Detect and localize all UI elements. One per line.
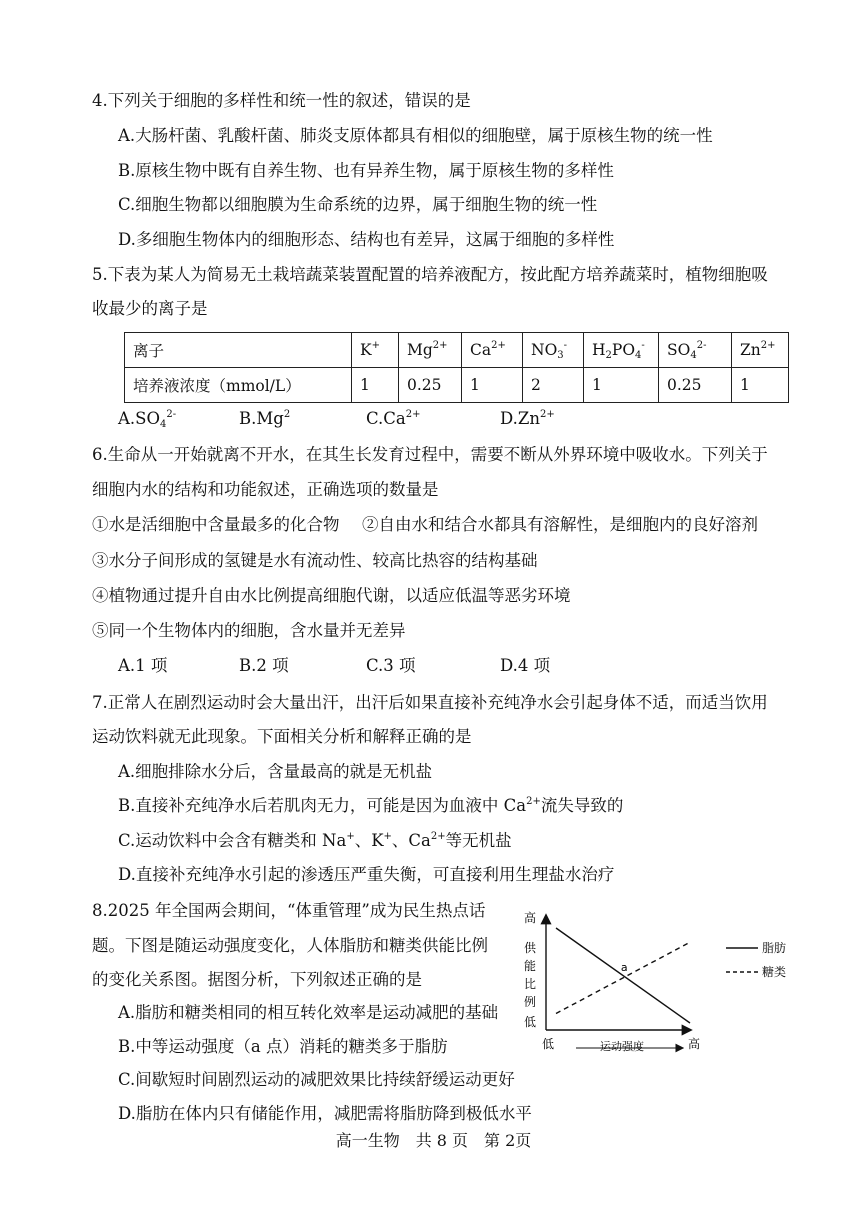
q5-stem-line1: 5.下表为某人为简易无土栽培蔬菜装置配置的培养液配方，按此配方培养蔬菜时，植物细胞吸 xyxy=(92,265,768,284)
ion-row xyxy=(125,333,789,368)
concentration-cell: 0.25 xyxy=(659,368,732,403)
q6-statement-1: ①水是活细胞中含量最多的化合物 xyxy=(92,515,340,534)
q7-option-c: C.运动饮料中会含有糖类和 Na+、K+、$Ca^{2+}$等无机盐 xyxy=(118,831,512,850)
q8-option-b: B.中等运动强度（a 点）消耗的糖类多于脂肪 xyxy=(118,1037,448,1056)
q4-stem: 4.下列关于细胞的多样性和统一性的叙述，错误的是 xyxy=(92,91,471,110)
q8-option-d: D.脂肪在体内只有储能作用，减肥需将脂肪降到极低水平 xyxy=(118,1104,532,1123)
q6-option-b: B.2 项 xyxy=(239,656,289,675)
ion-k: K+ xyxy=(352,333,399,368)
q8-stem-line3: 的变化关系图。据图分析，下列叙述正确的是 xyxy=(92,970,422,989)
x-axis-label: 运动强度 xyxy=(600,1040,644,1053)
q5-option-a: $A.SO_4^{2-}$ xyxy=(118,409,177,430)
concentration-cell: 0.25 xyxy=(399,368,462,403)
y-axis-label-char: 例 xyxy=(524,995,537,1009)
x-axis-low-label: 低 xyxy=(542,1037,555,1051)
concentration-cell: 1 xyxy=(584,368,659,403)
ion-ca: $Ca^{2+}$ xyxy=(462,333,523,368)
q7-option-a: A.细胞排除水分后，含量最高的就是无机盐 xyxy=(118,762,433,781)
q4-option-a: A.大肠杆菌、乳酸杆菌、肺炎支原体都具有相似的细胞壁，属于原核生物的统一性 xyxy=(118,126,713,145)
legend-label-fat: 脂肪 xyxy=(762,941,787,955)
series-line-fat xyxy=(556,928,690,1023)
y-axis-label-char: 比 xyxy=(524,977,537,991)
q6-option-a: A.1 项 xyxy=(118,656,168,675)
q5-option-c: $C.Ca^{2+}$ xyxy=(366,409,421,428)
q5-option-d: $D.Zn^{2+}$ xyxy=(500,409,555,428)
intersection-point-label: a xyxy=(620,960,628,974)
q6-option-d: D.4 项 xyxy=(500,656,551,675)
concentration-row xyxy=(125,368,789,403)
q6-option-c: C.3 项 xyxy=(366,656,416,675)
q6-statement-3: ③水分子间形成的氢键是水有流动性、较高比热容的结构基础 xyxy=(92,551,538,570)
ion-h2po4: $H_2PO_4^-$ xyxy=(584,333,659,368)
q8-option-c: C.间歇短时间剧烈运动的减肥效果比持续舒缓运动更好 xyxy=(118,1070,515,1089)
y-axis-high-label: 高 xyxy=(524,911,537,925)
q4-option-b: B.原核生物中既有自养生物、也有异养生物，属于原核生物的多样性 xyxy=(118,161,614,180)
concentration-cell: 2 xyxy=(523,368,584,403)
concentration-cell: 1 xyxy=(352,368,399,403)
q6-stem-line2: 细胞内水的结构和功能叙述，正确选项的数量是 xyxy=(92,480,439,499)
ion-so4: $SO_4^{2-}$ xyxy=(659,333,732,368)
q7-option-b: B.直接补充纯净水后若肌肉无力，可能是因为血液中 $Ca^{2+}$流失导致的 xyxy=(118,796,624,815)
q7-stem-line1: 7.正常人在剧烈运动时会大量出汗，出汗后如果直接补充纯净水会引起身体不适，而适当饮用 xyxy=(92,693,768,712)
q5-option-b: B.Mg$^2$ xyxy=(239,409,291,428)
page-footer: 高一生物 共 8 页 第 2页 xyxy=(335,1131,532,1150)
q6-stem-line1: 6.生命从一开始就离不开水，在其生长发育过程中，需要不断从外界环境中吸收水。下列关于 xyxy=(92,445,768,464)
concentration-row-label: 培养液浓度（mmol/L） xyxy=(125,368,352,403)
concentration-cell: 1 xyxy=(732,368,789,403)
q8-stem-line1: 8.2025 年全国两会期间，“体重管理”成为民生热点话 xyxy=(92,901,486,920)
q7-stem-line2: 运动饮料就无此现象。下面相关分析和解释正确的是 xyxy=(92,727,472,746)
q5-stem-line2: 收最少的离子是 xyxy=(92,299,208,318)
q8-option-a: A.脂肪和糖类相同的相互转化效率是运动减肥的基础 xyxy=(118,1003,499,1022)
y-axis-label xyxy=(524,940,537,1009)
y-axis-label-char: 供 xyxy=(524,941,537,955)
series-line-sugar xyxy=(556,942,690,1013)
legend-label-sugar: 糖类 xyxy=(762,965,787,979)
ion-row-label: 离子 xyxy=(125,333,352,368)
q4-option-c: C.细胞生物都以细胞膜为生命系统的边界，属于细胞生物的统一性 xyxy=(118,195,598,214)
energy-supply-chart xyxy=(512,908,812,1058)
y-axis-low-label: 低 xyxy=(524,1015,537,1029)
q6-statement-2: ②自由水和结合水都具有溶解性，是细胞内的良好溶剂 xyxy=(362,515,758,534)
concentration-cell: 1 xyxy=(462,368,523,403)
y-axis-label-char: 能 xyxy=(524,959,537,973)
q7-option-d: D.直接补充纯净水引起的渗透压严重失衡，可直接利用生理盐水治疗 xyxy=(118,865,615,884)
ion-zn: $Zn^{2+}$ xyxy=(732,333,789,368)
ion-no3: $NO_3^-$ xyxy=(523,333,584,368)
ion-table xyxy=(124,332,789,403)
q8-stem-line2: 题。下图是随运动强度变化，人体脂肪和糖类供能比例 xyxy=(92,936,488,955)
q6-statement-4: ④植物通过提升自由水比例提高细胞代谢，以适应低温等恶劣环境 xyxy=(92,586,571,605)
q4-option-d: D.多细胞生物体内的细胞形态、结构也有差异，这属于细胞的多样性 xyxy=(118,230,615,249)
q6-statement-5: ⑤同一个生物体内的细胞，含水量并无差异 xyxy=(92,621,406,640)
ion-mg: $Mg^{2+}$ xyxy=(399,333,462,368)
x-axis-high-label: 高 xyxy=(688,1037,701,1051)
